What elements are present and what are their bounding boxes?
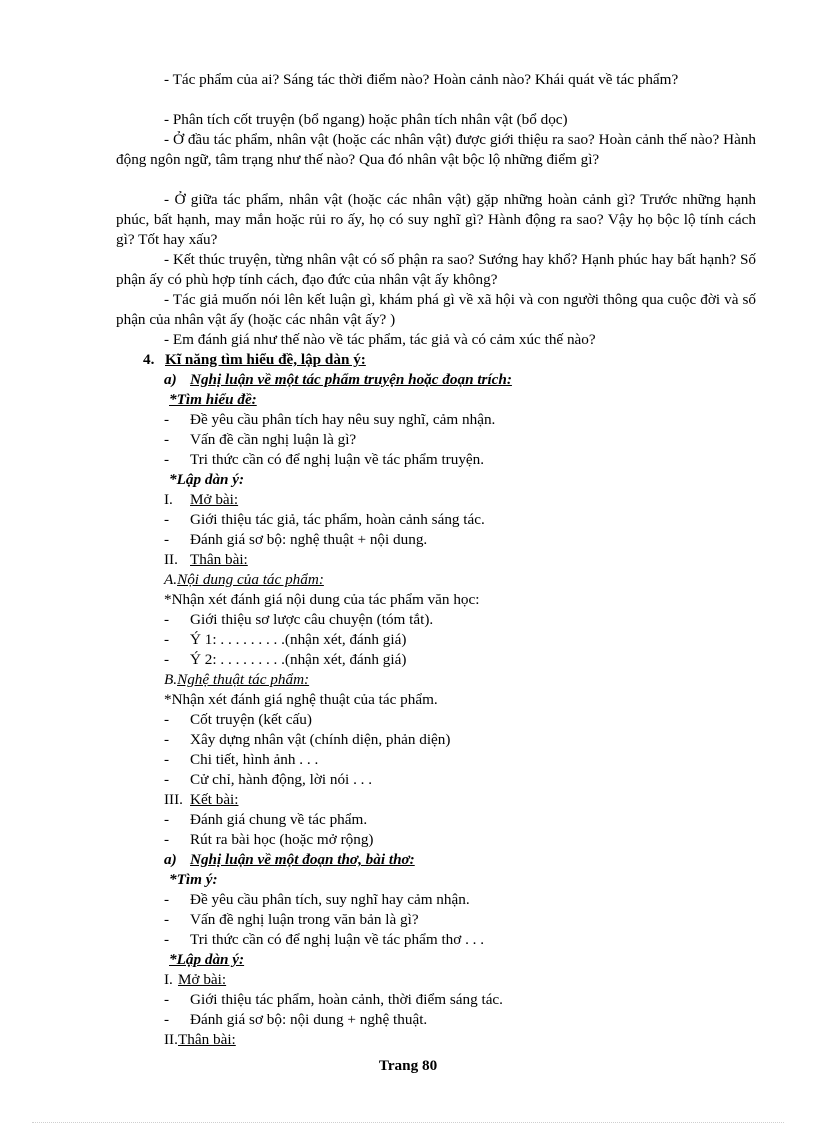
list-item: - Giới thiệu tác giả, tác phẩm, hoàn cảnh sáng tác. bbox=[164, 511, 485, 528]
content-intro: *Nhận xét đánh giá nội dung của tác phẩm văn học: bbox=[164, 591, 480, 608]
art-heading: B.Nghệ thuật tác phẩm: bbox=[164, 671, 310, 688]
intro-paragraph: - Em đánh giá như thế nào về tác phẩm, tác giả và có cảm xúc thế nào? bbox=[164, 331, 596, 348]
list-item: - Ý 1: . . . . . . . . .(nhận xét, đánh giá) bbox=[164, 631, 407, 648]
subsection-letter: a) bbox=[164, 371, 177, 388]
mo-bai-heading: I. Mở bài: bbox=[164, 971, 227, 988]
section-number: 4. bbox=[143, 351, 155, 368]
list-item: - Đề yêu cầu phân tích, suy nghĩ hay cảm nhận. bbox=[164, 891, 470, 908]
than-bai-heading: II. Thân bài: bbox=[164, 551, 248, 568]
intro-paragraph: - Tác giả muốn nói lên kết luận gì, khám phá gì về xã hội và con người thông qua cuộc đời và số phận của nhân vật ấy (hoặc các nhân vật ấy? ) bbox=[116, 291, 756, 328]
list-item: - Xây dựng nhân vật (chính diện, phản diện) bbox=[164, 731, 451, 748]
list-item: - Đánh giá sơ bộ: nghệ thuật + nội dung. bbox=[164, 531, 428, 548]
list-item: - Vấn đề cần nghị luận là gì? bbox=[164, 431, 357, 448]
page-number: Trang 80 bbox=[378, 1057, 438, 1074]
find-label: *Tìm hiểu đề: bbox=[169, 391, 257, 408]
content-heading: A.Nội dung của tác phẩm: bbox=[164, 571, 324, 588]
outline-label: *Lập dàn ý: bbox=[169, 951, 245, 968]
than-bai-heading: II.Thân bài: bbox=[164, 1031, 236, 1048]
list-item: - Tri thức cần có để nghị luận về tác phẩm thơ . . . bbox=[164, 931, 485, 948]
find-label: *Tìm ý: bbox=[169, 871, 218, 888]
outline-label: *Lập dàn ý: bbox=[169, 471, 245, 488]
list-item: - Cốt truyện (kết cấu) bbox=[164, 711, 312, 728]
list-item: - Tri thức cần có để nghị luận về tác phẩm truyện. bbox=[164, 451, 485, 468]
list-item: - Cử chỉ, hành động, lời nói . . . bbox=[164, 771, 373, 788]
list-item: - Đề yêu cầu phân tích hay nêu suy nghĩ, cảm nhận. bbox=[164, 411, 496, 428]
mo-bai-heading: I. Mở bài: bbox=[164, 491, 239, 508]
art-intro: *Nhận xét đánh giá nghệ thuật của tác phẩm. bbox=[164, 691, 438, 708]
intro-paragraph: - Ở đầu tác phẩm, nhân vật (hoặc các nhân vật) được giới thiệu ra sao? Hoàn cảnh thế nào? Hành động ngôn ngữ, tâm trạng như thế nào? Qua đó nhân vật bộc lộ những điểm gì? bbox=[116, 131, 756, 168]
subsection-letter: a) bbox=[164, 851, 177, 868]
list-item: - Đánh giá sơ bộ: nội dung + nghệ thuật. bbox=[164, 1011, 428, 1028]
intro-paragraph: - Kết thúc truyện, từng nhân vật có số phận ra sao? Sướng hay khổ? Hạnh phúc hay bất hạnh? Số phận ấy có phù hợp tính cách, đạo đức của nhân vật ấy không? bbox=[116, 251, 756, 288]
list-item: - Ý 2: . . . . . . . . .(nhận xét, đánh giá) bbox=[164, 651, 407, 668]
list-item: - Đánh giá chung về tác phẩm. bbox=[164, 811, 368, 828]
intro-paragraph: - Ở giữa tác phẩm, nhân vật (hoặc các nhân vật) gặp những hoàn cảnh gì? Trước những hạnh phúc, bất hạnh, may mắn hoặc rủi ro ấy, họ có suy nghĩ gì? Hành động ra sao? Vậy họ bộc lộ tính cách gì? Tốt hay xấu? bbox=[116, 191, 756, 248]
intro-paragraph: - Tác phẩm của ai? Sáng tác thời điểm nào? Hoàn cảnh nào? Khái quát về tác phẩm? bbox=[164, 71, 679, 88]
section-heading bbox=[143, 350, 366, 370]
subsection-title: Nghị luận về một đoạn thơ, bài thơ: bbox=[190, 851, 415, 868]
list-item: - Giới thiệu tác phẩm, hoàn cảnh, thời điểm sáng tác. bbox=[164, 991, 503, 1008]
section-title: Kĩ năng tìm hiểu đề, lập dàn ý: bbox=[165, 351, 366, 368]
list-item: - Rút ra bài học (hoặc mở rộng) bbox=[164, 831, 374, 848]
intro-paragraph: - Phân tích cốt truyện (bổ ngang) hoặc phân tích nhân vật (bổ dọc) bbox=[164, 111, 568, 128]
list-item: - Chi tiết, hình ảnh . . . bbox=[164, 751, 319, 768]
subsection-heading bbox=[164, 850, 415, 870]
list-item: - Vấn đề nghị luận trong văn bản là gì? bbox=[164, 911, 419, 928]
list-item: - Giới thiệu sơ lược câu chuyện (tóm tắt). bbox=[164, 611, 434, 628]
subsection-heading bbox=[164, 370, 512, 390]
ket-bai-heading: III. Kết bài: bbox=[164, 791, 239, 808]
subsection-title: Nghị luận về một tác phẩm truyện hoặc đoạn trích: bbox=[190, 371, 512, 388]
